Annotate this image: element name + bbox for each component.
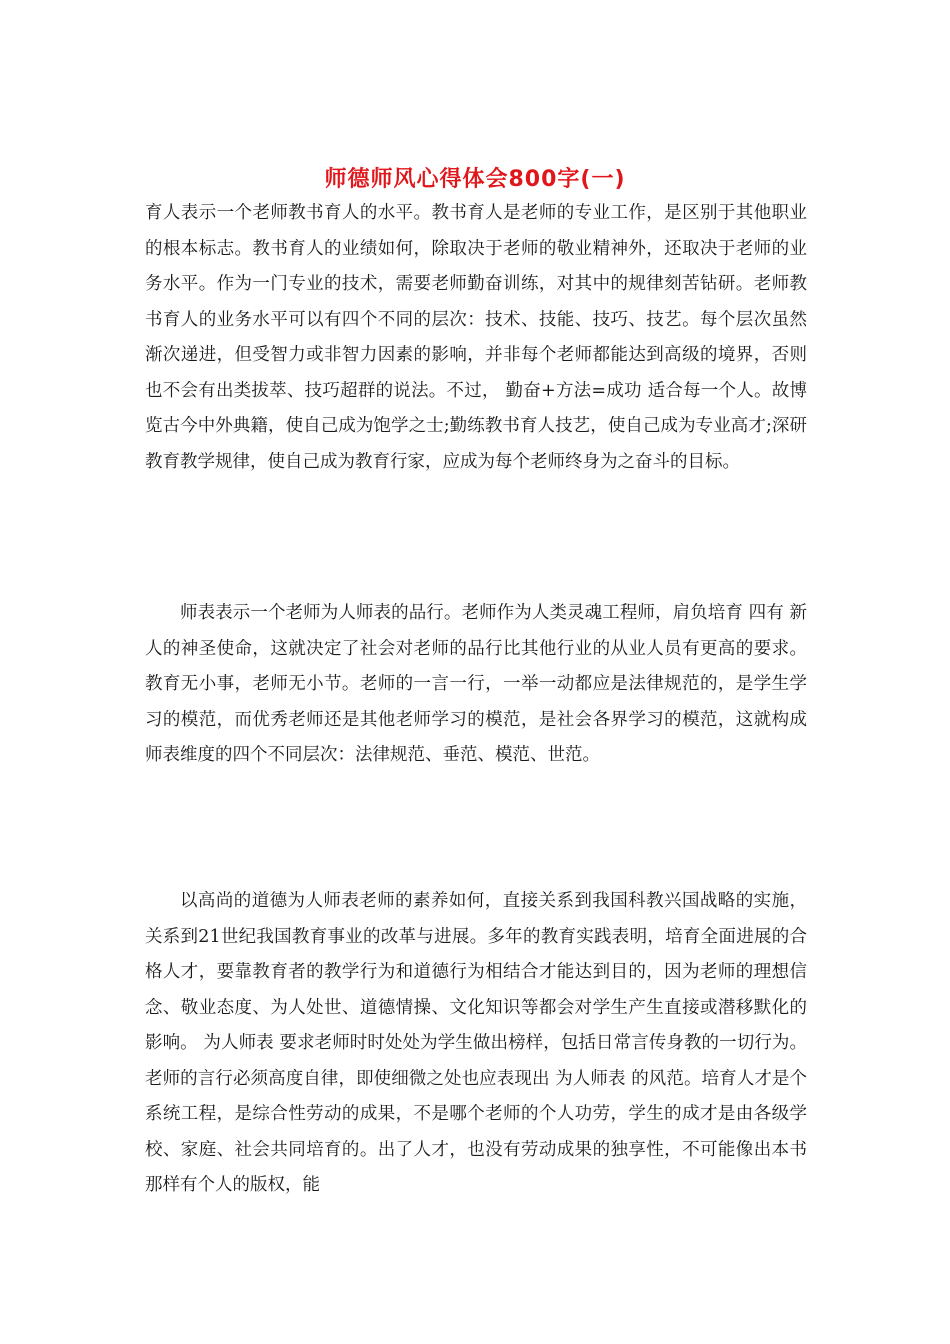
body-paragraph-1: 育人表示一个老师教书育人的水平。教书育人是老师的专业工作，是区别于其他职业的根本标志。教书育人的业绩如何，除取决于老师的敬业精神外，还取决于老师的业务水平。作为一门专业的技术，需要老师勤奋训练，对其中的规律刻苦钻研。老师教书育人的业务水平可以有四个不同的层次：技术、技能、技巧、技艺。每个层次虽然渐次递进，但受智力或非智力因素的影响，并非每个老师都能达到高级的境界，否则也不会有出类拔萃、技巧超群的说法。不过， 勤奋+方法=成功 适合每一个人。故博览古今中外典籍，使自己成为饱学之士;勤练教书育人技艺，使自己成为专业高才;深研教育教学规律，使自己成为教育行家，应成为每个老师终身为之奋斗的目标。 [145, 203, 807, 472]
body-paragraph-3: 以高尚的道德为人师表老师的素养如何，直接关系到我国科教兴国战略的实施，关系到21世纪我国教育事业的改革与进展。多年的教育实践表明，培育全面进展的合格人才，要靠教育者的教学行为和道德行为相结合才能达到目的，因为老师的理想信念、敬业态度、为人处世、道德情操、文化知识等都会对学生产生直接或潜移默化的影响。 为人师表 要求老师时时处处为学生做出榜样，包括日常言传身教的一切行为。老师的言行必须高度自律，即使细微之处也应表现出 为人师表 的风范。培育人才是个系统工程，是综合性劳动的成果，不是哪个老师的个人功劳，学生的成才是由各级学校、家庭、社会共同培育的。出了人才，也没有劳动成果的独享性，不可能像出本书那样有个人的版权，能 [145, 891, 807, 1195]
document-title: 师德师风心得体会800字(一) [324, 166, 626, 192]
body-paragraph-2: 师表表示一个老师为人师表的品行。老师作为人类灵魂工程师，肩负培育 四有 新人的神圣使命，这就决定了社会对老师的品行比其他行业的从业人员有更高的要求。教育无小事，老师无小节。老师的一言一行，一举一动都应是法律规范的，是学生学习的模范，而优秀老师还是其他老师学习的模范，是社会各界学习的模范，这就构成师表维度的四个不同层次：法律规范、垂范、模范、世范。 [145, 603, 807, 765]
